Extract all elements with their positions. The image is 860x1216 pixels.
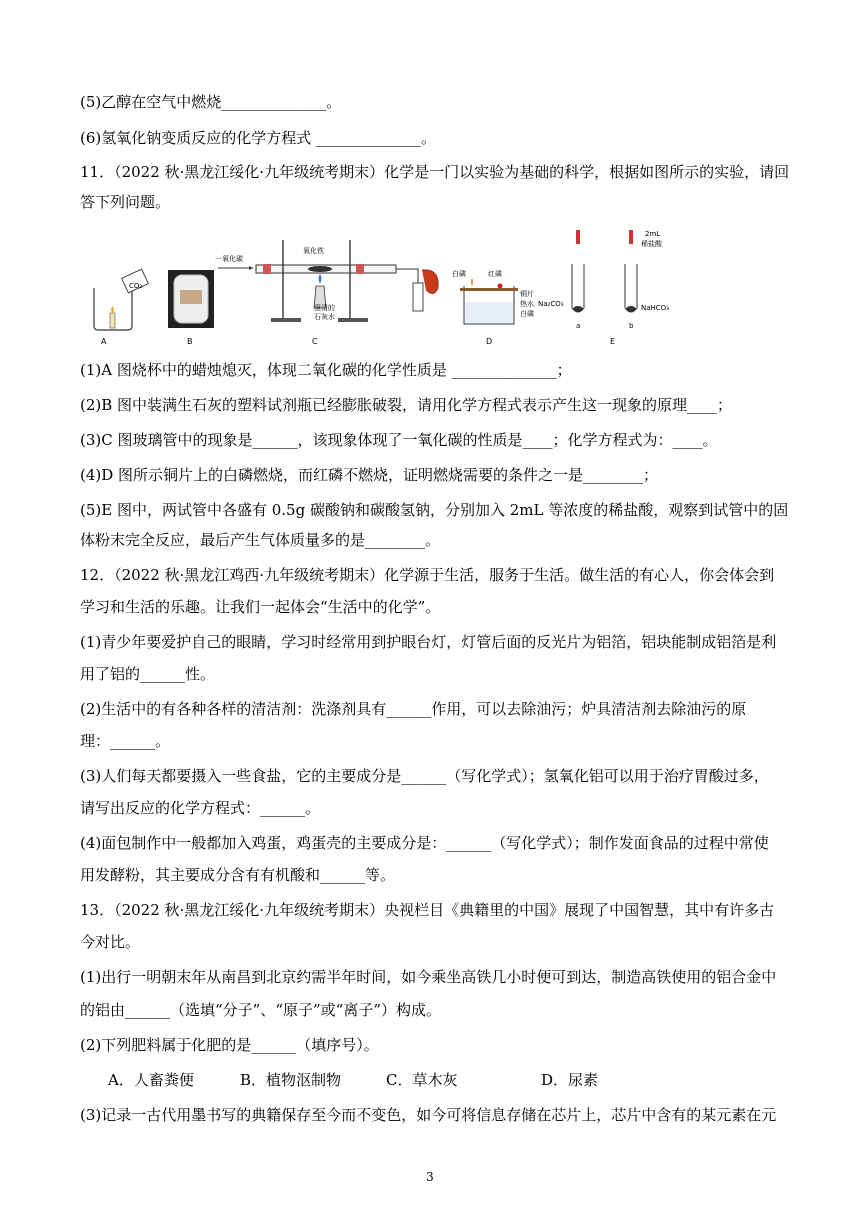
limewater-label-2: 石灰水 xyxy=(314,313,335,321)
co2-label: CO₂ xyxy=(129,282,143,290)
copper-label: 铜片 xyxy=(520,290,534,298)
q12-stem-line1: 12．（2022 秋·黑龙江鸡西·九年级统考期末）化学源于生活，服务于生活。做生活的有心人，你会体会到 xyxy=(80,566,775,584)
q10-item-5: (5)乙醇在空气中燃烧______________。 xyxy=(80,93,342,111)
figure-a-candle-beaker xyxy=(94,269,148,346)
figure-label-b: B xyxy=(187,337,193,346)
q12-item-3-line1: (3)人们每天都要摄入一些食盐，它的主要成分是______（写化学式）；氢氧化铝可以用于治疗胃酸过多， xyxy=(80,767,769,785)
figure-c-apparatus xyxy=(215,240,438,346)
fe2o3-label: 氧化铁 xyxy=(303,247,324,255)
q12-item-1-line1: (1)青少年要爱护自己的眼睛，学习时经常用到护眼台灯，灯管后面的反光片为铝箔，铝块能制成铝箔是利 xyxy=(80,633,777,651)
option-a: A．人畜粪便 xyxy=(108,1071,194,1089)
q12-item-4-line2: 用发酵粉，其主要成分含有有机酸和______等。 xyxy=(80,866,396,884)
page-number: 3 xyxy=(426,1170,434,1184)
q13-item-3: (3)记录一古代用墨书写的典籍保存至今而不变色，如今可将信息存储在芯片上，芯片中含有的某元素在元 xyxy=(80,1106,777,1124)
white-p-label: 白磷 xyxy=(452,270,466,278)
figure-label-c: C xyxy=(312,337,318,346)
nahco3-label: NaHCO₃ xyxy=(641,304,669,312)
q11-item-5-line2: 体粉末完全反应，最后产生气体质量多的是________。 xyxy=(80,531,441,549)
q13-options xyxy=(108,1070,598,1090)
q11-item-4: (4)D 图所示铜片上的白磷燃烧，而红磷不燃烧，证明燃烧需要的条件之一是________； xyxy=(80,466,659,484)
figure-label-d: D xyxy=(486,337,493,346)
q12-item-4-line1: (4)面包制作中一般都加入鸡蛋，鸡蛋壳的主要成分是：______（写化学式）；制作发面食品的过程中常使 xyxy=(80,834,769,852)
q13-stem-line1: 13．（2022 秋·黑龙江绥化·九年级统考期末）央视栏目《典籍里的中国》展现了中国智慧，其中有许多古 xyxy=(80,901,775,919)
co-label: 一氧化碳 xyxy=(215,255,243,263)
na2co3-label: Na₂CO₃ xyxy=(538,300,564,308)
hcl-volume-label: 2mL xyxy=(645,230,661,238)
q11-item-5-line1: (5)E 图中，两试管中各盛有 0.5g 碳酸钠和碳酸氢钠，分别加入 2mL 等浓度的稀盐酸，观察到试管中的固 xyxy=(80,501,789,519)
limewater-label-1: 澄清的 xyxy=(314,304,335,312)
figure-e-test-tubes xyxy=(538,230,669,346)
q10-item-6: (6)氢氧化钠变质反应的化学方程式 ______________。 xyxy=(80,129,437,147)
figure-label-a: A xyxy=(101,337,107,346)
option-c: C．草木灰 xyxy=(386,1071,458,1089)
figure-d-combustion xyxy=(452,269,534,346)
tube-b-label: b xyxy=(629,322,634,330)
experiment-figure xyxy=(88,228,708,346)
q11-stem-line2: 答下列问题。 xyxy=(80,193,171,211)
q12-item-3-line2: 请写出反应的化学方程式：______。 xyxy=(80,799,321,817)
q12-item-2-line1: (2)生活中的有各种各样的清洁剂：洗涤剂具有______作用，可以去除油污；炉具清洁剂去除油污的原 xyxy=(80,700,747,718)
q11-item-3: (3)C 图玻璃管中的现象是______，该现象体现了一氧化碳的性质是____；化学方程式为：____。 xyxy=(80,431,718,449)
red-p-label: 红磷 xyxy=(488,270,502,278)
q11-item-2: (2)B 图中装满生石灰的塑料试剂瓶已经膨胀破裂，请用化学方程式表示产生这一现象的原理____； xyxy=(80,396,733,414)
q13-stem-line2: 今对比。 xyxy=(80,933,141,951)
white-p-2-label: 白磷 xyxy=(520,310,534,318)
tube-a-label: a xyxy=(576,322,581,330)
q13-item-1-line1: (1)出行一明朝末年从南昌到北京约需半年时间，如今乘坐高铁几小时便可到达，制造高铁使用的铝合金中 xyxy=(80,968,777,986)
q12-item-2-line2: 理：______。 xyxy=(80,732,171,750)
q12-stem-line2: 学习和生活的乐趣。让我们一起体会“生活中的化学”。 xyxy=(80,598,441,616)
q13-item-2: (2)下列肥料属于化肥的是______（填序号）。 xyxy=(80,1036,379,1054)
figure-b-bottle xyxy=(168,270,214,346)
option-d: D．尿素 xyxy=(541,1071,599,1089)
figure-label-e: E xyxy=(610,337,616,346)
q13-item-1-line2: 的铝由______（选填“分子”、“原子”或“离子”）构成。 xyxy=(80,1001,442,1019)
q11-item-1: (1)A 图烧杯中的蜡烛熄灭，体现二氧化碳的化学性质是 ______________； xyxy=(80,361,572,379)
hcl-label: 稀盐酸 xyxy=(641,240,662,248)
q11-stem-line1: 11．（2022 秋·黑龙江绥化·九年级统考期末）化学是一门以实验为基础的科学，根据如图所示的实验，请回 xyxy=(80,163,790,181)
q12-item-1-line2: 用了铝的______性。 xyxy=(80,665,216,683)
option-b: B．植物沤制物 xyxy=(240,1071,342,1089)
hot-water-label: 热水 xyxy=(520,300,534,308)
